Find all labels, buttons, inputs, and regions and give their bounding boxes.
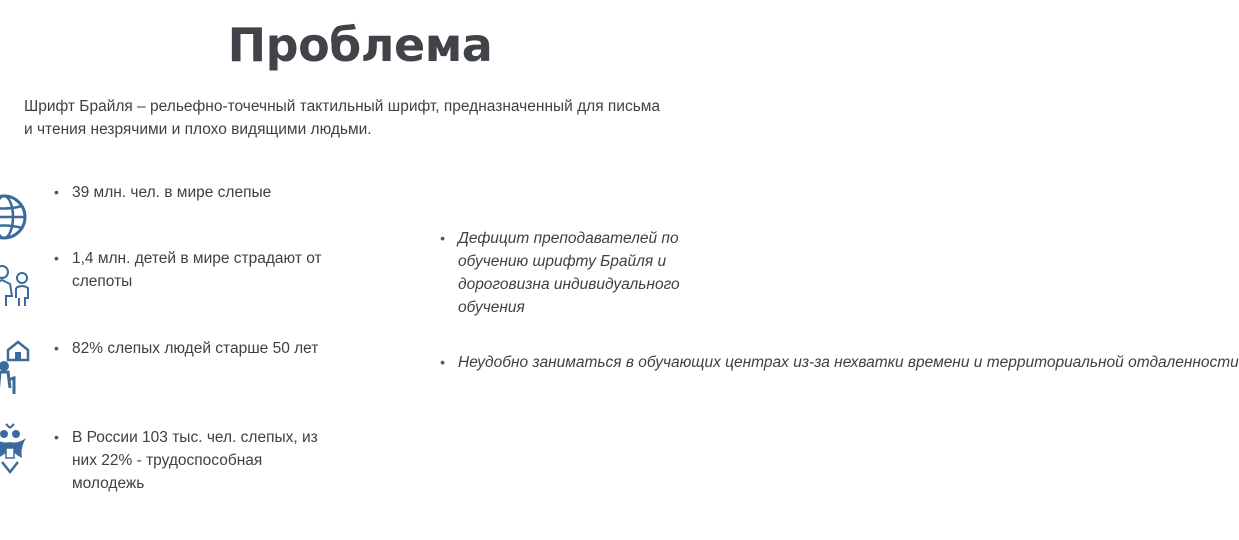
intro-paragraph: Шрифт Брайля – рельефно-точечный тактильный шрифт, предназначенный для письма и чтения незрячими и плохо видящими людьми. [24,98,661,138]
globe-icon [0,192,28,246]
children-icon [0,262,34,310]
list-item [440,351,1239,420]
russia-eagle-icon [0,420,32,480]
list-item-line: дороговизна индивидуального [458,276,680,293]
list-item [440,227,680,319]
slide-title: Проблема [227,18,493,72]
list-item-line: Дефицит преподавателей по [458,230,679,247]
list-item: • В России 103 тыс. чел. слепых, из них 22% - трудоспособная молодежь [54,426,324,495]
list-item-line: обучения [458,299,525,316]
elderly-home-icon [0,338,32,396]
list-item-line: обучению шрифту Брайля и [458,253,667,270]
list-item-line: Неудобно заниматься в обучающих центрах из-за нехватки времени и территориальной отдаленности [458,354,1239,371]
list-item: • 82% слепых людей старше 50 лет [54,337,318,360]
list-item: • 1,4 млн. детей в мире страдают от слепоты [54,247,324,293]
list-item: • 39 млн. чел. в мире слепые [54,181,271,204]
